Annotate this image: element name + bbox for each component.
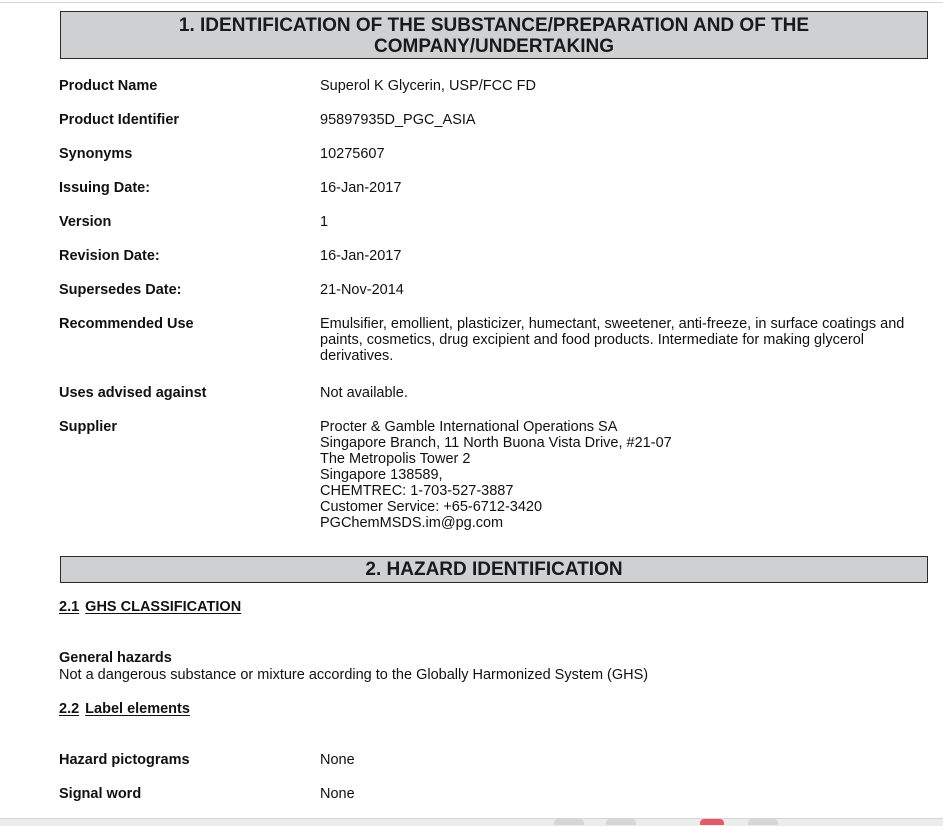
field-label: Recommended Use bbox=[59, 316, 194, 332]
field-label: Supplier bbox=[59, 419, 118, 435]
scan-artifact bbox=[700, 819, 724, 825]
field-value: Emulsifier, emollient, plasticizer, humectant, sweetener, anti-freeze, in surface coatings and paints, cosmetics, drug excipient and food products. Intermediate for making glycerol derivatives. bbox=[320, 316, 905, 364]
field-label: Issuing Date: bbox=[59, 180, 151, 196]
field-value: None bbox=[320, 786, 355, 802]
subsection-title: Label elements bbox=[85, 701, 190, 717]
field-label: Version bbox=[59, 214, 112, 230]
field-value: 16-Jan-2017 bbox=[320, 248, 402, 264]
field-label: Product Identifier bbox=[59, 112, 180, 128]
label-elements-heading bbox=[59, 701, 190, 717]
section-1-header bbox=[60, 11, 928, 59]
scan-artifact bbox=[554, 819, 584, 825]
field-label: Hazard pictograms bbox=[59, 752, 190, 768]
subsection-title: GHS CLASSIFICATION bbox=[85, 599, 242, 615]
subsection-number: 2.2 bbox=[59, 701, 80, 717]
field-value: 21-Nov-2014 bbox=[320, 282, 404, 298]
field-value: None bbox=[320, 752, 355, 768]
field-label: Revision Date: bbox=[59, 248, 160, 264]
field-label: Product Name bbox=[59, 78, 158, 94]
general-hazards-title: General hazards bbox=[59, 650, 172, 666]
field-label: Synonyms bbox=[59, 146, 133, 162]
field-label: Signal word bbox=[59, 786, 142, 802]
scan-artifact bbox=[606, 819, 636, 825]
section-2-header bbox=[60, 556, 928, 583]
field-value: Procter & Gamble International Operations SA Singapore Branch, 11 North Buona Vista Drive, #21-07 The Metropolis Tower 2 Singapore 138589, CHEMTREC: 1-703-527-3887 Customer Service: +65-6712-3420 PGChemMSDS.im@pg.com bbox=[320, 419, 672, 531]
general-hazards-text: Not a dangerous substance or mixture according to the Globally Harmonized System (GHS) bbox=[59, 667, 649, 683]
section-2-title: 2. HAZARD IDENTIFICATION bbox=[365, 559, 623, 580]
field-value: 10275607 bbox=[320, 146, 385, 162]
subsection-number: 2.1 bbox=[59, 599, 80, 615]
section-1-title: 1. IDENTIFICATION OF THE SUBSTANCE/PREPARATION AND OF THE COMPANY/UNDERTAKING bbox=[178, 15, 810, 57]
ghs-classification-heading bbox=[59, 599, 241, 615]
field-value: 16-Jan-2017 bbox=[320, 180, 402, 196]
field-label: Supersedes Date: bbox=[59, 282, 182, 298]
field-value: Superol K Glycerin, USP/FCC FD bbox=[320, 78, 536, 94]
field-value: 95897935D_PGC_ASIA bbox=[320, 112, 476, 128]
scan-artifact bbox=[748, 819, 778, 825]
field-value: Not available. bbox=[320, 385, 408, 401]
field-value: 1 bbox=[320, 214, 329, 230]
top-border bbox=[0, 2, 943, 3]
field-label: Uses advised against bbox=[59, 385, 207, 401]
